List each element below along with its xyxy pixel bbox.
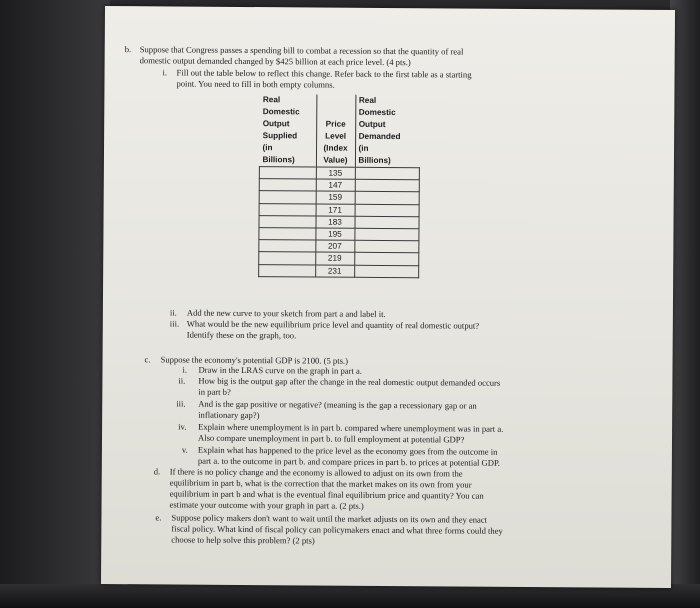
supplied-cell[interactable] [259, 215, 316, 228]
part-e-text-line-2: fiscal policy. What kind of fiscal policy can policymakers enact and what three forms could they [171, 523, 503, 536]
table-row [259, 179, 419, 192]
table-row [259, 215, 419, 228]
price-level-cell: 135 [316, 167, 355, 179]
part-c-iii-label: iii. [176, 398, 186, 409]
part-b-iii-text-line-2: Identify these on the graph, too. [186, 329, 297, 341]
supplied-cell[interactable] [259, 240, 316, 253]
part-b-iii-text-line-1: What would be the new equilibrium price level and quantity of real domestic output? [186, 318, 480, 331]
part-c-iii-text-line-2: inflationary gap?) [198, 409, 260, 421]
part-d-text-line-2: equilibrium in part b, what is the correction that the market makes on its own from your [169, 477, 472, 490]
part-b-label: b. [124, 44, 132, 55]
table-row [259, 167, 419, 180]
demanded-cell[interactable] [354, 253, 419, 266]
part-c-text: Suppose the economy's potential GDP is 2100. (5 pts.) [160, 354, 349, 366]
part-b-text-line-1: Suppose that Congress passes a spending bill to combat a recession so that the quantity of real [139, 44, 464, 57]
demanded-cell[interactable] [355, 167, 420, 180]
table-row [259, 191, 419, 204]
part-e-label: e. [155, 512, 162, 523]
part-b-text-line-2: domestic output demanded changed by $425 billion at each price level. (4 pts.) [139, 55, 411, 68]
part-c-v-text-line-1: Explain what has happened to the price level as the economy goes from the outcome in [197, 444, 498, 457]
part-c-iii-text-line-1: And is the gap positive or negative? (meaning is the gap a recessionary gap or an [198, 398, 477, 411]
background-left [0, 0, 110, 608]
part-b-i-text-line-2: point. You need to fill in both empty columns. [176, 78, 335, 90]
table-row [259, 228, 419, 241]
part-c-iv-text-line-1: Explain where unemployment is in part b. compared where unemployment was in part a. [198, 421, 504, 434]
price-level-cell: 219 [315, 252, 354, 264]
part-b-i-label: i. [162, 67, 168, 78]
supplied-cell[interactable] [259, 191, 316, 204]
col-real-output-supplied-header: Real Domestic Output Supplied (in Billions) [262, 95, 300, 165]
demanded-cell[interactable] [355, 179, 420, 192]
price-level-cell: 207 [315, 240, 354, 252]
part-b-iii-label: iii. [169, 318, 180, 329]
supplied-cell[interactable] [259, 179, 316, 192]
supplied-cell[interactable] [259, 167, 316, 180]
table-row [259, 252, 419, 265]
part-c-iv-label: iv. [178, 421, 187, 432]
demanded-cell[interactable] [354, 265, 419, 278]
part-e-text-line-1: Suppose policy makers don't want to wait until the market adjusts on its own and they enact [171, 512, 488, 525]
part-b-i-text-line-1: Fill out the table below to reflect this change. Refer back to the first table as a starting [176, 67, 472, 80]
col-real-output-demanded-header: Real Domestic Output Demanded (in Billions) [358, 95, 401, 166]
part-b-ii-label: ii. [169, 307, 177, 318]
part-c-ii-label: ii. [178, 375, 186, 386]
part-d-text-line-3: equilibrium in part b and what is the eventual final equilibrium price and quantity? You can [169, 488, 484, 501]
price-level-cell: 231 [315, 264, 354, 276]
price-level-cell: 183 [315, 216, 354, 228]
part-c-i-label: i. [182, 364, 188, 375]
background-bottom [0, 584, 700, 608]
price-level-cell: 171 [316, 204, 355, 216]
table-header-row [259, 94, 420, 168]
table-row [259, 203, 419, 216]
table-row [259, 264, 419, 277]
price-level-cell: 147 [316, 179, 355, 191]
price-level-table [258, 94, 420, 278]
part-d-text-line-1: If there is no policy change and the economy is allowed to adjust on its own from the [169, 466, 463, 479]
part-c-ii-text-line-1: How big is the output gap after the change in the real domestic output demanded occurs [198, 375, 501, 388]
part-d-label: d. [153, 466, 161, 477]
demanded-cell[interactable] [354, 240, 419, 253]
price-level-cell: 159 [316, 191, 355, 203]
supplied-cell[interactable] [259, 203, 316, 216]
part-c-i-text: Draw in the LRAS curve on the graph in part a. [198, 364, 363, 376]
col-price-level-header: Price Level (Index Value) [316, 94, 356, 167]
part-c-label: c. [144, 354, 151, 365]
part-c-v-text-line-2: part a. to the outcome in part b. and compare prices in part b. to prices at potential GDP. [197, 455, 501, 468]
table-row [259, 240, 419, 253]
demanded-cell[interactable] [354, 228, 419, 241]
demanded-cell[interactable] [355, 192, 420, 205]
part-c-v-label: v. [181, 444, 188, 455]
background-right [670, 0, 700, 608]
supplied-cell[interactable] [259, 264, 316, 277]
price-level-cell: 195 [315, 228, 354, 240]
part-c-ii-text-line-2: in part b? [198, 386, 231, 397]
supplied-cell[interactable] [259, 228, 316, 241]
worksheet-page [101, 6, 675, 588]
demanded-cell[interactable] [355, 204, 420, 217]
part-d-text-line-4: estimate your outcome with your graph in part a. (2 pts.) [169, 499, 364, 511]
supplied-cell[interactable] [259, 252, 316, 265]
part-e-text-line-3: choose to help solve this problem? (2 pts) [171, 534, 315, 546]
part-c-iv-text-line-2: Also compare unemployment in part b. to full employment at potential GDP? [197, 432, 465, 445]
part-b-ii-text: Add the new curve to your sketch from part a and label it. [186, 307, 386, 319]
demanded-cell[interactable] [354, 216, 419, 229]
